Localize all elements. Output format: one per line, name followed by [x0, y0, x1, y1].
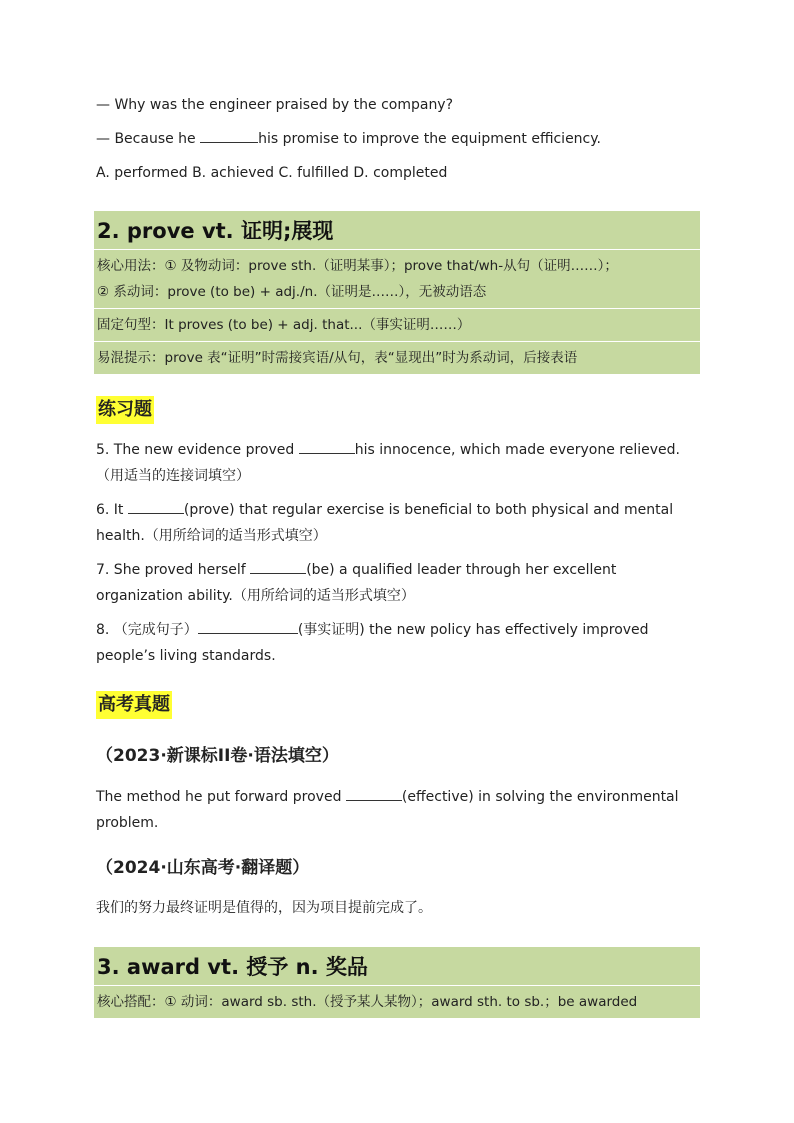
q6-blank[interactable] [128, 499, 184, 514]
question-6 [96, 497, 706, 549]
q8-suffix: (事实证明) the new policy has effectively improved people’s living standards. [96, 622, 649, 664]
prove-usage-row-2: ② 系动词：prove (to be) + adj./n.（证明是……），无被动语态 [94, 279, 700, 309]
exam1-suffix: (effective) in solving the environmental problem. [96, 789, 679, 831]
section-prove-title: 2. prove vt. 证明;展现 [94, 211, 700, 250]
q6-prefix: 6. It [96, 502, 128, 518]
section-prove-box [94, 211, 700, 374]
prove-tip-row: 易混提示：prove 表“证明”时需接宾语/从句，表“显现出”时为系动词，后接表语 [97, 350, 578, 366]
prove-pattern-row: 固定句型：It proves (to be) + adj. that...（事实证明……） [94, 309, 700, 342]
q7-blank[interactable] [250, 559, 306, 574]
q5-blank[interactable] [299, 439, 355, 454]
q8-blank[interactable] [198, 619, 298, 634]
exam1-prefix: The method he put forward proved [96, 789, 346, 805]
q7-suffix: (be) a qualified leader through her excellent organization ability.（用所给词的适当形式填空） [96, 562, 617, 604]
answer-prefix: — Because he [96, 131, 201, 147]
question-7 [96, 557, 706, 609]
exam1-blank[interactable] [346, 786, 402, 801]
prove-usage-row-1: 核心用法：① 及物动词：prove sth.（证明某事）；prove that/wh-从句（证明……）； [97, 258, 618, 274]
exam-heading: 高考真题 [96, 691, 172, 719]
exam-source-2024: （2024·山东高考·翻译题） [96, 858, 310, 878]
q6-suffix: (prove) that regular exercise is beneficial to both physical and mental health.（用所给词的适当形式填空） [96, 502, 674, 544]
intro-question: — Why was the engineer praised by the company? [96, 97, 454, 113]
answer-suffix: his promise to improve the equipment efficiency. [258, 131, 601, 147]
q7-prefix: 7. She proved herself [96, 562, 251, 578]
question-5 [96, 437, 706, 489]
intro-answer [96, 126, 601, 152]
section-award-title: 3. award vt. 授予 n. 奖品 [94, 947, 700, 986]
exam-source-2023: （2023·新课标II卷·语法填空） [96, 746, 339, 766]
section-award-box [94, 947, 700, 1018]
q5-prefix: 5. The new evidence proved [96, 442, 299, 458]
q8-prefix: 8. （完成句子） [96, 622, 198, 638]
q5-suffix: his innocence, which made everyone relieved.（用适当的连接词填空） [96, 442, 680, 484]
intro-options: A. performed B. achieved C. fulfilled D. completed [96, 165, 448, 181]
question-8 [96, 617, 706, 669]
exam-question-1 [96, 784, 706, 836]
exam-question-2: 我们的努力最终证明是值得的，因为项目提前完成了。 [96, 900, 432, 916]
practice-heading: 练习题 [96, 396, 154, 424]
award-usage-row: 核心搭配：① 动词：award sb. sth.（授予某人某物）；award sth. to sb.；be awarded [97, 994, 638, 1010]
answer-blank[interactable] [200, 128, 258, 143]
